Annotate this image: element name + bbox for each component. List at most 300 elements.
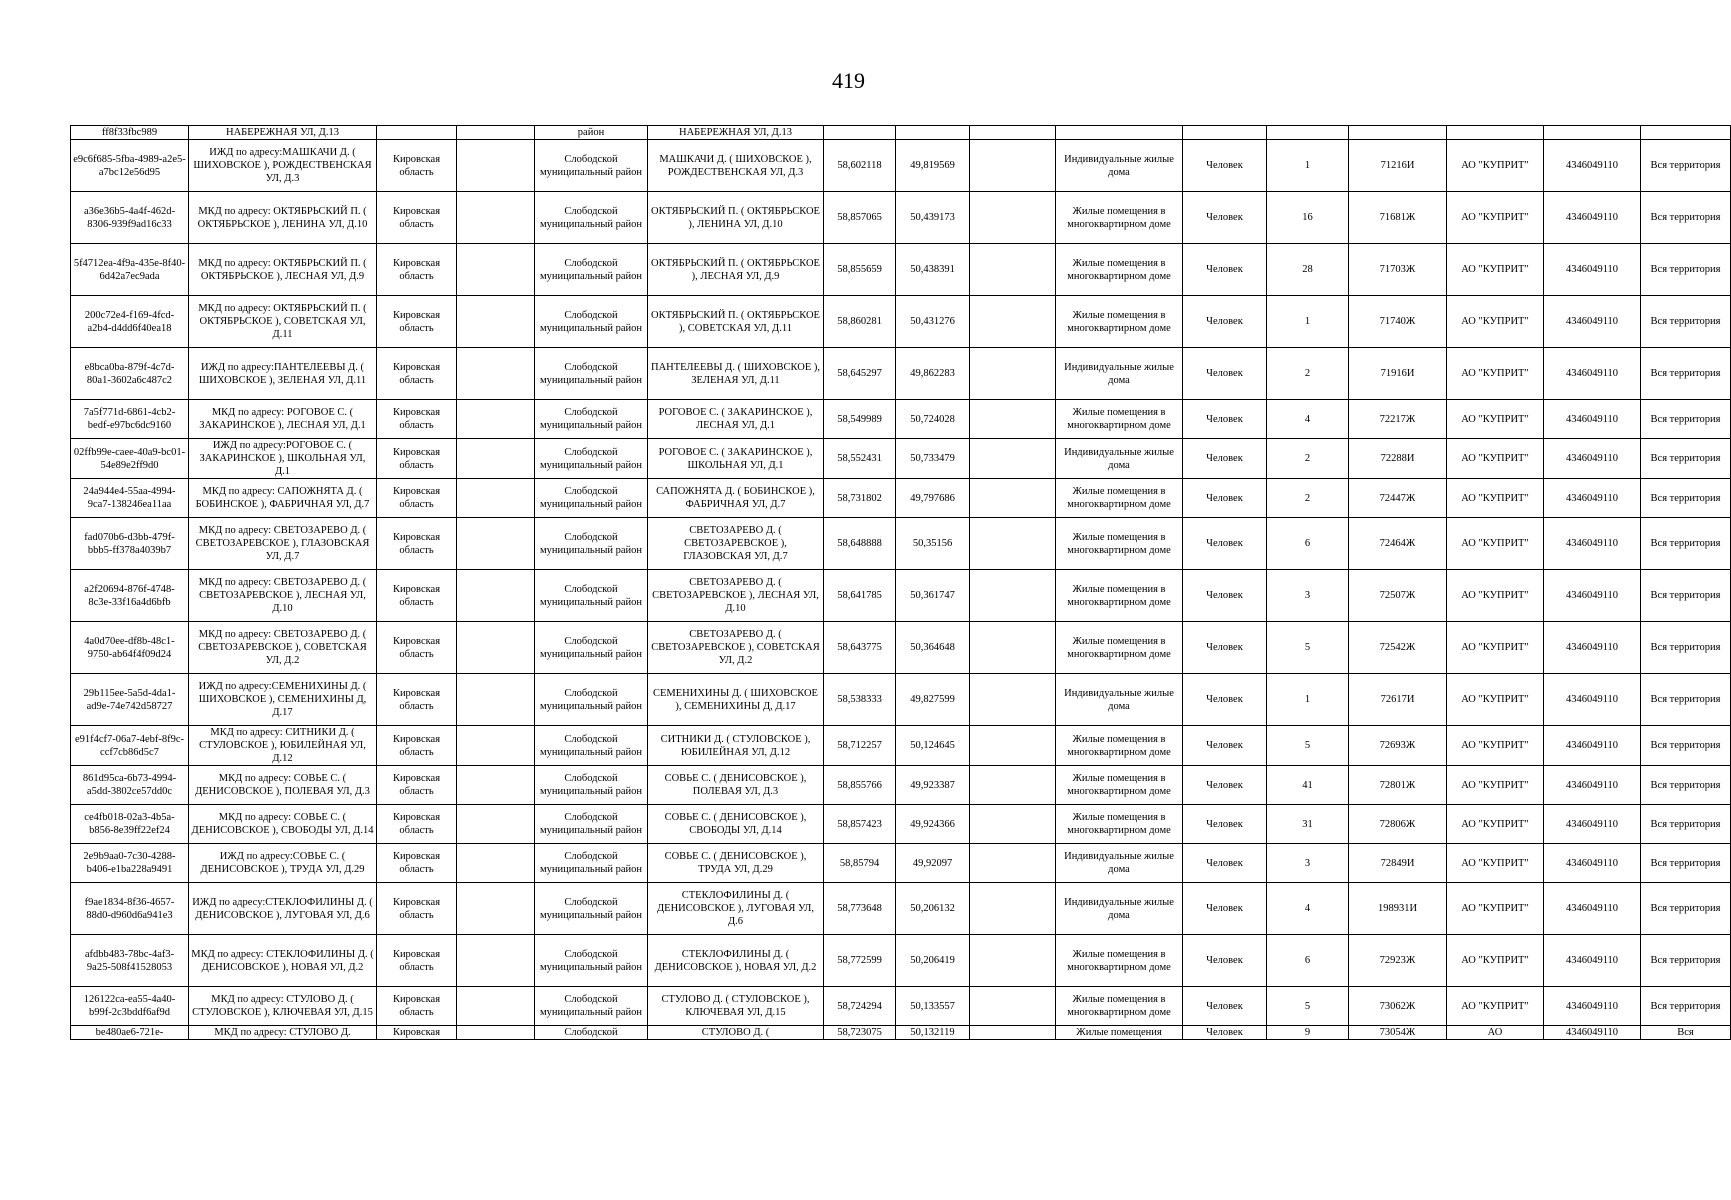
- inn-cell: 4346049110: [1544, 518, 1641, 570]
- longitude-cell: 49,827599: [896, 674, 970, 726]
- organization-cell: АО "КУПРИТ": [1447, 987, 1544, 1026]
- district-cell: район: [535, 126, 648, 140]
- record-id-cell: 24a944e4-55aa-4994-9ca7-138246ea11aa: [71, 479, 189, 518]
- territory-cell: Вся территория: [1641, 622, 1731, 674]
- latitude-cell: 58,641785: [824, 570, 896, 622]
- table-row: [71, 726, 1731, 766]
- object-name-cell: МКД по адресу: СОВЬЕ С. ( ДЕНИСОВСКОЕ ), ПОЛЕВАЯ УЛ, Д.3: [189, 766, 377, 805]
- table-row: [71, 1026, 1731, 1040]
- territory-cell: Вся территория: [1641, 570, 1731, 622]
- inn-cell: 4346049110: [1544, 296, 1641, 348]
- unit-cell: Человек: [1183, 244, 1267, 296]
- account-code-cell: 72801Ж: [1349, 766, 1447, 805]
- account-code-cell: 72447Ж: [1349, 479, 1447, 518]
- organization-cell: АО "КУПРИТ": [1447, 726, 1544, 766]
- table-row: [71, 244, 1731, 296]
- inn-cell: 4346049110: [1544, 726, 1641, 766]
- housing-type-cell: Жилые помещения в многоквартирном доме: [1056, 400, 1183, 439]
- blank-cell: [457, 296, 535, 348]
- object-name-cell: МКД по адресу: СТЕКЛОФИЛИНЫ Д. ( ДЕНИСОВСКОЕ ), НОВАЯ УЛ, Д.2: [189, 935, 377, 987]
- organization-cell: АО "КУПРИТ": [1447, 805, 1544, 844]
- district-cell: Слободской муниципальный район: [535, 622, 648, 674]
- table-row: [71, 518, 1731, 570]
- longitude-cell: 49,797686: [896, 479, 970, 518]
- unit-cell: Человек: [1183, 400, 1267, 439]
- region-cell: [377, 126, 457, 140]
- address-cell: РОГОВОЕ С. ( ЗАКАРИНСКОЕ ), ЛЕСНАЯ УЛ, Д.1: [648, 400, 824, 439]
- blank-cell: [457, 348, 535, 400]
- longitude-cell: 50,35156: [896, 518, 970, 570]
- table-row: [71, 348, 1731, 400]
- blank-cell: [970, 726, 1056, 766]
- account-code-cell: 72464Ж: [1349, 518, 1447, 570]
- inn-cell: 4346049110: [1544, 439, 1641, 479]
- territory-cell: Вся территория: [1641, 844, 1731, 883]
- longitude-cell: 50,133557: [896, 987, 970, 1026]
- longitude-cell: 49,924366: [896, 805, 970, 844]
- housing-type-cell: Индивидуальные жилые дома: [1056, 140, 1183, 192]
- latitude-cell: 58,724294: [824, 987, 896, 1026]
- blank-cell: [457, 570, 535, 622]
- organization-cell: АО "КУПРИТ": [1447, 192, 1544, 244]
- unit-cell: Человек: [1183, 570, 1267, 622]
- inn-cell: 4346049110: [1544, 987, 1641, 1026]
- count-cell: 31: [1267, 805, 1349, 844]
- inn-cell: [1544, 126, 1641, 140]
- unit-cell: Человек: [1183, 622, 1267, 674]
- territory-cell: [1641, 126, 1731, 140]
- table-row: [71, 766, 1731, 805]
- record-id-cell: 5f4712ea-4f9a-435e-8f40-6d42a7ec9ada: [71, 244, 189, 296]
- inn-cell: 4346049110: [1544, 140, 1641, 192]
- blank-cell: [970, 479, 1056, 518]
- record-id-cell: 4a0d70ee-df8b-48c1-9750-ab64f4f09d24: [71, 622, 189, 674]
- count-cell: 5: [1267, 726, 1349, 766]
- object-name-cell: МКД по адресу: ОКТЯБРЬСКИЙ П. ( ОКТЯБРЬСКОЕ ), СОВЕТСКАЯ УЛ, Д.11: [189, 296, 377, 348]
- housing-type-cell: Индивидуальные жилые дома: [1056, 674, 1183, 726]
- territory-cell: Вся территория: [1641, 805, 1731, 844]
- object-name-cell: ИЖД по адресу:МАШКАЧИ Д. ( ШИХОВСКОЕ ), РОЖДЕСТВЕНСКАЯ УЛ, Д.3: [189, 140, 377, 192]
- table-row: [71, 126, 1731, 140]
- address-cell: СТУЛОВО Д. (: [648, 1026, 824, 1040]
- table-row: [71, 570, 1731, 622]
- inn-cell: 4346049110: [1544, 479, 1641, 518]
- account-code-cell: 72288И: [1349, 439, 1447, 479]
- blank-cell: [457, 192, 535, 244]
- blank-cell: [457, 140, 535, 192]
- record-id-cell: e91f4cf7-06a7-4ebf-8f9c-ccf7cb86d5c7: [71, 726, 189, 766]
- blank-cell: [970, 439, 1056, 479]
- housing-type-cell: Жилые помещения в многоквартирном доме: [1056, 987, 1183, 1026]
- address-cell: ОКТЯБРЬСКИЙ П. ( ОКТЯБРЬСКОЕ ), ЛЕСНАЯ УЛ, Д.9: [648, 244, 824, 296]
- unit-cell: Человек: [1183, 935, 1267, 987]
- latitude-cell: [824, 126, 896, 140]
- district-cell: Слободской муниципальный район: [535, 518, 648, 570]
- inn-cell: 4346049110: [1544, 192, 1641, 244]
- table-row: [71, 192, 1731, 244]
- latitude-cell: 58,731802: [824, 479, 896, 518]
- blank-cell: [970, 987, 1056, 1026]
- organization-cell: АО "КУПРИТ": [1447, 479, 1544, 518]
- organization-cell: АО "КУПРИТ": [1447, 400, 1544, 439]
- unit-cell: Человек: [1183, 439, 1267, 479]
- longitude-cell: 50,733479: [896, 439, 970, 479]
- blank-cell: [457, 622, 535, 674]
- inn-cell: 4346049110: [1544, 622, 1641, 674]
- account-code-cell: 72849И: [1349, 844, 1447, 883]
- record-id-cell: f9ae1834-8f36-4657-88d0-d960d6a941e3: [71, 883, 189, 935]
- unit-cell: Человек: [1183, 348, 1267, 400]
- territory-cell: Вся территория: [1641, 439, 1731, 479]
- record-id-cell: ce4fb018-02a3-4b5a-b856-8e39ff22ef24: [71, 805, 189, 844]
- territory-cell: Вся территория: [1641, 726, 1731, 766]
- table-row: [71, 296, 1731, 348]
- district-cell: Слободской муниципальный район: [535, 439, 648, 479]
- address-cell: ПАНТЕЛЕЕВЫ Д. ( ШИХОВСКОЕ ), ЗЕЛЕНАЯ УЛ, Д.11: [648, 348, 824, 400]
- region-cell: Кировская область: [377, 439, 457, 479]
- latitude-cell: 58,857423: [824, 805, 896, 844]
- count-cell: 2: [1267, 479, 1349, 518]
- territory-cell: Вся территория: [1641, 479, 1731, 518]
- inn-cell: 4346049110: [1544, 244, 1641, 296]
- blank-cell: [970, 674, 1056, 726]
- district-cell: Слободской муниципальный район: [535, 479, 648, 518]
- housing-type-cell: Жилые помещения в многоквартирном доме: [1056, 935, 1183, 987]
- district-cell: Слободской муниципальный район: [535, 726, 648, 766]
- region-cell: Кировская область: [377, 244, 457, 296]
- latitude-cell: 58,538333: [824, 674, 896, 726]
- inn-cell: 4346049110: [1544, 400, 1641, 439]
- unit-cell: [1183, 126, 1267, 140]
- region-cell: Кировская область: [377, 844, 457, 883]
- count-cell: 3: [1267, 570, 1349, 622]
- longitude-cell: 50,206132: [896, 883, 970, 935]
- object-name-cell: ИЖД по адресу:СЕМЕНИХИНЫ Д. ( ШИХОВСКОЕ ), СЕМЕНИХИНЫ Д, Д.17: [189, 674, 377, 726]
- organization-cell: АО "КУПРИТ": [1447, 518, 1544, 570]
- object-name-cell: МКД по адресу: ОКТЯБРЬСКИЙ П. ( ОКТЯБРЬСКОЕ ), ЛЕСНАЯ УЛ, Д.9: [189, 244, 377, 296]
- latitude-cell: 58,645297: [824, 348, 896, 400]
- housing-type-cell: Индивидуальные жилые дома: [1056, 439, 1183, 479]
- blank-cell: [970, 400, 1056, 439]
- account-code-cell: [1349, 126, 1447, 140]
- region-cell: Кировская область: [377, 479, 457, 518]
- region-cell: Кировская область: [377, 674, 457, 726]
- address-cell: СОВЬЕ С. ( ДЕНИСОВСКОЕ ), ТРУДА УЛ, Д.29: [648, 844, 824, 883]
- account-code-cell: 73062Ж: [1349, 987, 1447, 1026]
- address-cell: СИТНИКИ Д. ( СТУЛОВСКОЕ ), ЮБИЛЕЙНАЯ УЛ, Д.12: [648, 726, 824, 766]
- blank-cell: [970, 140, 1056, 192]
- address-cell: САПОЖНЯТА Д. ( БОБИНСКОЕ ), ФАБРИЧНАЯ УЛ, Д.7: [648, 479, 824, 518]
- housing-type-cell: Жилые помещения в многоквартирном доме: [1056, 766, 1183, 805]
- address-cell: СВЕТОЗАРЕВО Д. ( СВЕТОЗАРЕВСКОЕ ), СОВЕТСКАЯ УЛ, Д.2: [648, 622, 824, 674]
- housing-type-cell: Жилые помещения в многоквартирном доме: [1056, 518, 1183, 570]
- blank-cell: [457, 844, 535, 883]
- account-code-cell: 73054Ж: [1349, 1026, 1447, 1040]
- account-code-cell: 72617И: [1349, 674, 1447, 726]
- count-cell: 9: [1267, 1026, 1349, 1040]
- organization-cell: АО "КУПРИТ": [1447, 622, 1544, 674]
- territory-cell: Вся территория: [1641, 674, 1731, 726]
- object-name-cell: МКД по адресу: РОГОВОЕ С. ( ЗАКАРИНСКОЕ ), ЛЕСНАЯ УЛ, Д.1: [189, 400, 377, 439]
- organization-cell: АО "КУПРИТ": [1447, 844, 1544, 883]
- count-cell: 3: [1267, 844, 1349, 883]
- table-row: [71, 987, 1731, 1026]
- unit-cell: Человек: [1183, 805, 1267, 844]
- region-cell: Кировская область: [377, 400, 457, 439]
- organization-cell: АО "КУПРИТ": [1447, 766, 1544, 805]
- region-cell: Кировская область: [377, 192, 457, 244]
- address-cell: СОВЬЕ С. ( ДЕНИСОВСКОЕ ), СВОБОДЫ УЛ, Д.14: [648, 805, 824, 844]
- latitude-cell: 58,855766: [824, 766, 896, 805]
- district-cell: Слободской муниципальный район: [535, 883, 648, 935]
- latitude-cell: 58,85794: [824, 844, 896, 883]
- longitude-cell: 50,439173: [896, 192, 970, 244]
- region-cell: Кировская: [377, 1026, 457, 1040]
- table-row: [71, 400, 1731, 439]
- blank-cell: [970, 296, 1056, 348]
- object-name-cell: МКД по адресу: СТУЛОВО Д. ( СТУЛОВСКОЕ ), КЛЮЧЕВАЯ УЛ, Д.15: [189, 987, 377, 1026]
- account-code-cell: 71216И: [1349, 140, 1447, 192]
- unit-cell: Человек: [1183, 518, 1267, 570]
- district-cell: Слободской муниципальный район: [535, 674, 648, 726]
- region-cell: Кировская область: [377, 726, 457, 766]
- address-cell: ОКТЯБРЬСКИЙ П. ( ОКТЯБРЬСКОЕ ), СОВЕТСКАЯ УЛ, Д.11: [648, 296, 824, 348]
- blank-cell: [457, 935, 535, 987]
- housing-type-cell: Жилые помещения в многоквартирном доме: [1056, 244, 1183, 296]
- table-row: [71, 883, 1731, 935]
- housing-type-cell: Жилые помещения в многоквартирном доме: [1056, 479, 1183, 518]
- blank-cell: [457, 1026, 535, 1040]
- address-cell: НАБЕРЕЖНАЯ УЛ, Д.13: [648, 126, 824, 140]
- district-cell: Слободской муниципальный район: [535, 844, 648, 883]
- territory-cell: Вся территория: [1641, 935, 1731, 987]
- longitude-cell: 49,92097: [896, 844, 970, 883]
- latitude-cell: 58,643775: [824, 622, 896, 674]
- blank-cell: [457, 518, 535, 570]
- organization-cell: АО "КУПРИТ": [1447, 674, 1544, 726]
- blank-cell: [457, 244, 535, 296]
- record-id-cell: 02ffb99e-caee-40a9-bc01-54e89e2ff9d0: [71, 439, 189, 479]
- organization-cell: АО "КУПРИТ": [1447, 883, 1544, 935]
- table-row: [71, 844, 1731, 883]
- record-id-cell: be480ae6-721e-: [71, 1026, 189, 1040]
- count-cell: 28: [1267, 244, 1349, 296]
- district-cell: Слободской муниципальный район: [535, 244, 648, 296]
- district-cell: Слободской муниципальный район: [535, 805, 648, 844]
- object-name-cell: ИЖД по адресу:РОГОВОЕ С. ( ЗАКАРИНСКОЕ ), ШКОЛЬНАЯ УЛ, Д.1: [189, 439, 377, 479]
- unit-cell: Человек: [1183, 192, 1267, 244]
- blank-cell: [970, 622, 1056, 674]
- inn-cell: 4346049110: [1544, 883, 1641, 935]
- organization-cell: АО "КУПРИТ": [1447, 244, 1544, 296]
- district-cell: Слободской муниципальный район: [535, 400, 648, 439]
- count-cell: 16: [1267, 192, 1349, 244]
- longitude-cell: 50,361747: [896, 570, 970, 622]
- territory-cell: Вся территория: [1641, 883, 1731, 935]
- account-code-cell: 71703Ж: [1349, 244, 1447, 296]
- latitude-cell: 58,552431: [824, 439, 896, 479]
- district-cell: Слободской муниципальный район: [535, 766, 648, 805]
- object-name-cell: МКД по адресу: ОКТЯБРЬСКИЙ П. ( ОКТЯБРЬСКОЕ ), ЛЕНИНА УЛ, Д.10: [189, 192, 377, 244]
- address-cell: СВЕТОЗАРЕВО Д. ( СВЕТОЗАРЕВСКОЕ ), ЛЕСНАЯ УЛ, Д.10: [648, 570, 824, 622]
- organization-cell: АО "КУПРИТ": [1447, 140, 1544, 192]
- page-number: 419: [832, 68, 865, 93]
- address-cell: МАШКАЧИ Д. ( ШИХОВСКОЕ ), РОЖДЕСТВЕНСКАЯ УЛ, Д.3: [648, 140, 824, 192]
- object-name-cell: МКД по адресу: СОВЬЕ С. ( ДЕНИСОВСКОЕ ), СВОБОДЫ УЛ, Д.14: [189, 805, 377, 844]
- count-cell: 5: [1267, 987, 1349, 1026]
- territory-cell: Вся территория: [1641, 987, 1731, 1026]
- territory-cell: Вся территория: [1641, 140, 1731, 192]
- address-cell: СЕМЕНИХИНЫ Д. ( ШИХОВСКОЕ ), СЕМЕНИХИНЫ Д, Д.17: [648, 674, 824, 726]
- longitude-cell: 50,724028: [896, 400, 970, 439]
- blank-cell: [970, 192, 1056, 244]
- territory-cell: Вся территория: [1641, 518, 1731, 570]
- organization-cell: АО "КУПРИТ": [1447, 935, 1544, 987]
- housing-type-cell: [1056, 126, 1183, 140]
- record-id-cell: 861d95ca-6b73-4994-a5dd-3802ce57dd0c: [71, 766, 189, 805]
- region-cell: Кировская область: [377, 987, 457, 1026]
- blank-cell: [970, 844, 1056, 883]
- address-cell: СВЕТОЗАРЕВО Д. ( СВЕТОЗАРЕВСКОЕ ), ГЛАЗОВСКАЯ УЛ, Д.7: [648, 518, 824, 570]
- blank-cell: [457, 400, 535, 439]
- district-cell: Слободской муниципальный район: [535, 570, 648, 622]
- object-name-cell: МКД по адресу: СИТНИКИ Д. ( СТУЛОВСКОЕ ), ЮБИЛЕЙНАЯ УЛ, Д.12: [189, 726, 377, 766]
- object-name-cell: МКД по адресу: САПОЖНЯТА Д. ( БОБИНСКОЕ ), ФАБРИЧНАЯ УЛ, Д.7: [189, 479, 377, 518]
- blank-cell: [457, 987, 535, 1026]
- blank-cell: [970, 570, 1056, 622]
- account-code-cell: 71681Ж: [1349, 192, 1447, 244]
- count-cell: 4: [1267, 400, 1349, 439]
- blank-cell: [457, 479, 535, 518]
- housing-type-cell: Жилые помещения в многоквартирном доме: [1056, 622, 1183, 674]
- organization-cell: АО "КУПРИТ": [1447, 439, 1544, 479]
- blank-cell: [970, 348, 1056, 400]
- blank-cell: [457, 883, 535, 935]
- territory-cell: Вся территория: [1641, 348, 1731, 400]
- region-cell: Кировская область: [377, 622, 457, 674]
- organization-cell: АО "КУПРИТ": [1447, 348, 1544, 400]
- unit-cell: Человек: [1183, 1026, 1267, 1040]
- inn-cell: 4346049110: [1544, 570, 1641, 622]
- count-cell: 4: [1267, 883, 1349, 935]
- district-cell: Слободской муниципальный район: [535, 348, 648, 400]
- record-id-cell: ff8f33fbc989: [71, 126, 189, 140]
- inn-cell: 4346049110: [1544, 935, 1641, 987]
- table-row: [71, 140, 1731, 192]
- longitude-cell: 49,923387: [896, 766, 970, 805]
- latitude-cell: 58,855659: [824, 244, 896, 296]
- inn-cell: 4346049110: [1544, 674, 1641, 726]
- record-id-cell: a2f20694-876f-4748-8c3e-33f16a4d6bfb: [71, 570, 189, 622]
- unit-cell: Человек: [1183, 726, 1267, 766]
- district-cell: Слободской муниципальный район: [535, 987, 648, 1026]
- blank-cell: [970, 244, 1056, 296]
- territory-cell: Вся территория: [1641, 766, 1731, 805]
- housing-type-cell: Жилые помещения: [1056, 1026, 1183, 1040]
- territory-cell: Вся территория: [1641, 244, 1731, 296]
- region-cell: Кировская область: [377, 935, 457, 987]
- object-name-cell: МКД по адресу: СВЕТОЗАРЕВО Д. ( СВЕТОЗАРЕВСКОЕ ), ЛЕСНАЯ УЛ, Д.10: [189, 570, 377, 622]
- address-cell: РОГОВОЕ С. ( ЗАКАРИНСКОЕ ), ШКОЛЬНАЯ УЛ, Д.1: [648, 439, 824, 479]
- inn-cell: 4346049110: [1544, 348, 1641, 400]
- longitude-cell: 50,132119: [896, 1026, 970, 1040]
- blank-cell: [970, 126, 1056, 140]
- longitude-cell: 50,206419: [896, 935, 970, 987]
- unit-cell: Человек: [1183, 844, 1267, 883]
- blank-cell: [970, 805, 1056, 844]
- unit-cell: Человек: [1183, 140, 1267, 192]
- housing-type-cell: Индивидуальные жилые дома: [1056, 883, 1183, 935]
- district-cell: Слободской муниципальный район: [535, 192, 648, 244]
- inn-cell: 4346049110: [1544, 805, 1641, 844]
- count-cell: 2: [1267, 439, 1349, 479]
- organization-cell: [1447, 126, 1544, 140]
- blank-cell: [457, 766, 535, 805]
- organization-cell: АО: [1447, 1026, 1544, 1040]
- count-cell: 1: [1267, 674, 1349, 726]
- table-row: [71, 439, 1731, 479]
- latitude-cell: 58,723075: [824, 1026, 896, 1040]
- latitude-cell: 58,648888: [824, 518, 896, 570]
- housing-type-cell: Жилые помещения в многоквартирном доме: [1056, 805, 1183, 844]
- table-row: [71, 674, 1731, 726]
- account-code-cell: 71916И: [1349, 348, 1447, 400]
- unit-cell: Человек: [1183, 883, 1267, 935]
- record-id-cell: 200c72e4-f169-4fcd-a2b4-d4dd6f40ea18: [71, 296, 189, 348]
- record-id-cell: 2e9b9aa0-7c30-4288-b406-e1ba228a9491: [71, 844, 189, 883]
- blank-cell: [970, 766, 1056, 805]
- record-id-cell: e9c6f685-5fba-4989-a2e5-a7bc12e56d95: [71, 140, 189, 192]
- object-name-cell: МКД по адресу: СВЕТОЗАРЕВО Д. ( СВЕТОЗАРЕВСКОЕ ), СОВЕТСКАЯ УЛ, Д.2: [189, 622, 377, 674]
- count-cell: 1: [1267, 296, 1349, 348]
- longitude-cell: [896, 126, 970, 140]
- record-id-cell: fad070b6-d3bb-479f-bbb5-ff378a4039b7: [71, 518, 189, 570]
- address-cell: СТУЛОВО Д. ( СТУЛОВСКОЕ ), КЛЮЧЕВАЯ УЛ, Д.15: [648, 987, 824, 1026]
- latitude-cell: 58,857065: [824, 192, 896, 244]
- address-cell: ОКТЯБРЬСКИЙ П. ( ОКТЯБРЬСКОЕ ), ЛЕНИНА УЛ, Д.10: [648, 192, 824, 244]
- object-name-cell: МКД по адресу: СВЕТОЗАРЕВО Д. ( СВЕТОЗАРЕВСКОЕ ), ГЛАЗОВСКАЯ УЛ, Д.7: [189, 518, 377, 570]
- blank-cell: [970, 518, 1056, 570]
- blank-cell: [457, 439, 535, 479]
- blank-cell: [457, 726, 535, 766]
- latitude-cell: 58,712257: [824, 726, 896, 766]
- account-code-cell: 198931И: [1349, 883, 1447, 935]
- district-cell: Слободской муниципальный район: [535, 140, 648, 192]
- blank-cell: [970, 1026, 1056, 1040]
- longitude-cell: 50,438391: [896, 244, 970, 296]
- longitude-cell: 49,819569: [896, 140, 970, 192]
- count-cell: 1: [1267, 140, 1349, 192]
- unit-cell: Человек: [1183, 987, 1267, 1026]
- blank-cell: [457, 674, 535, 726]
- record-id-cell: 29b115ee-5a5d-4da1-ad9e-74e742d58727: [71, 674, 189, 726]
- unit-cell: Человек: [1183, 479, 1267, 518]
- unit-cell: Человек: [1183, 766, 1267, 805]
- account-code-cell: 72806Ж: [1349, 805, 1447, 844]
- account-code-cell: 72542Ж: [1349, 622, 1447, 674]
- record-id-cell: 126122ca-ea55-4a40-b99f-2c3bddf6af9d: [71, 987, 189, 1026]
- account-code-cell: 71740Ж: [1349, 296, 1447, 348]
- table-row: [71, 622, 1731, 674]
- territory-cell: Вся территория: [1641, 400, 1731, 439]
- count-cell: 6: [1267, 518, 1349, 570]
- table-row: [71, 805, 1731, 844]
- record-id-cell: afdbb483-78bc-4af3-9a25-508f41528053: [71, 935, 189, 987]
- housing-type-cell: Жилые помещения в многоквартирном доме: [1056, 726, 1183, 766]
- table-row: [71, 935, 1731, 987]
- unit-cell: Человек: [1183, 296, 1267, 348]
- organization-cell: АО "КУПРИТ": [1447, 570, 1544, 622]
